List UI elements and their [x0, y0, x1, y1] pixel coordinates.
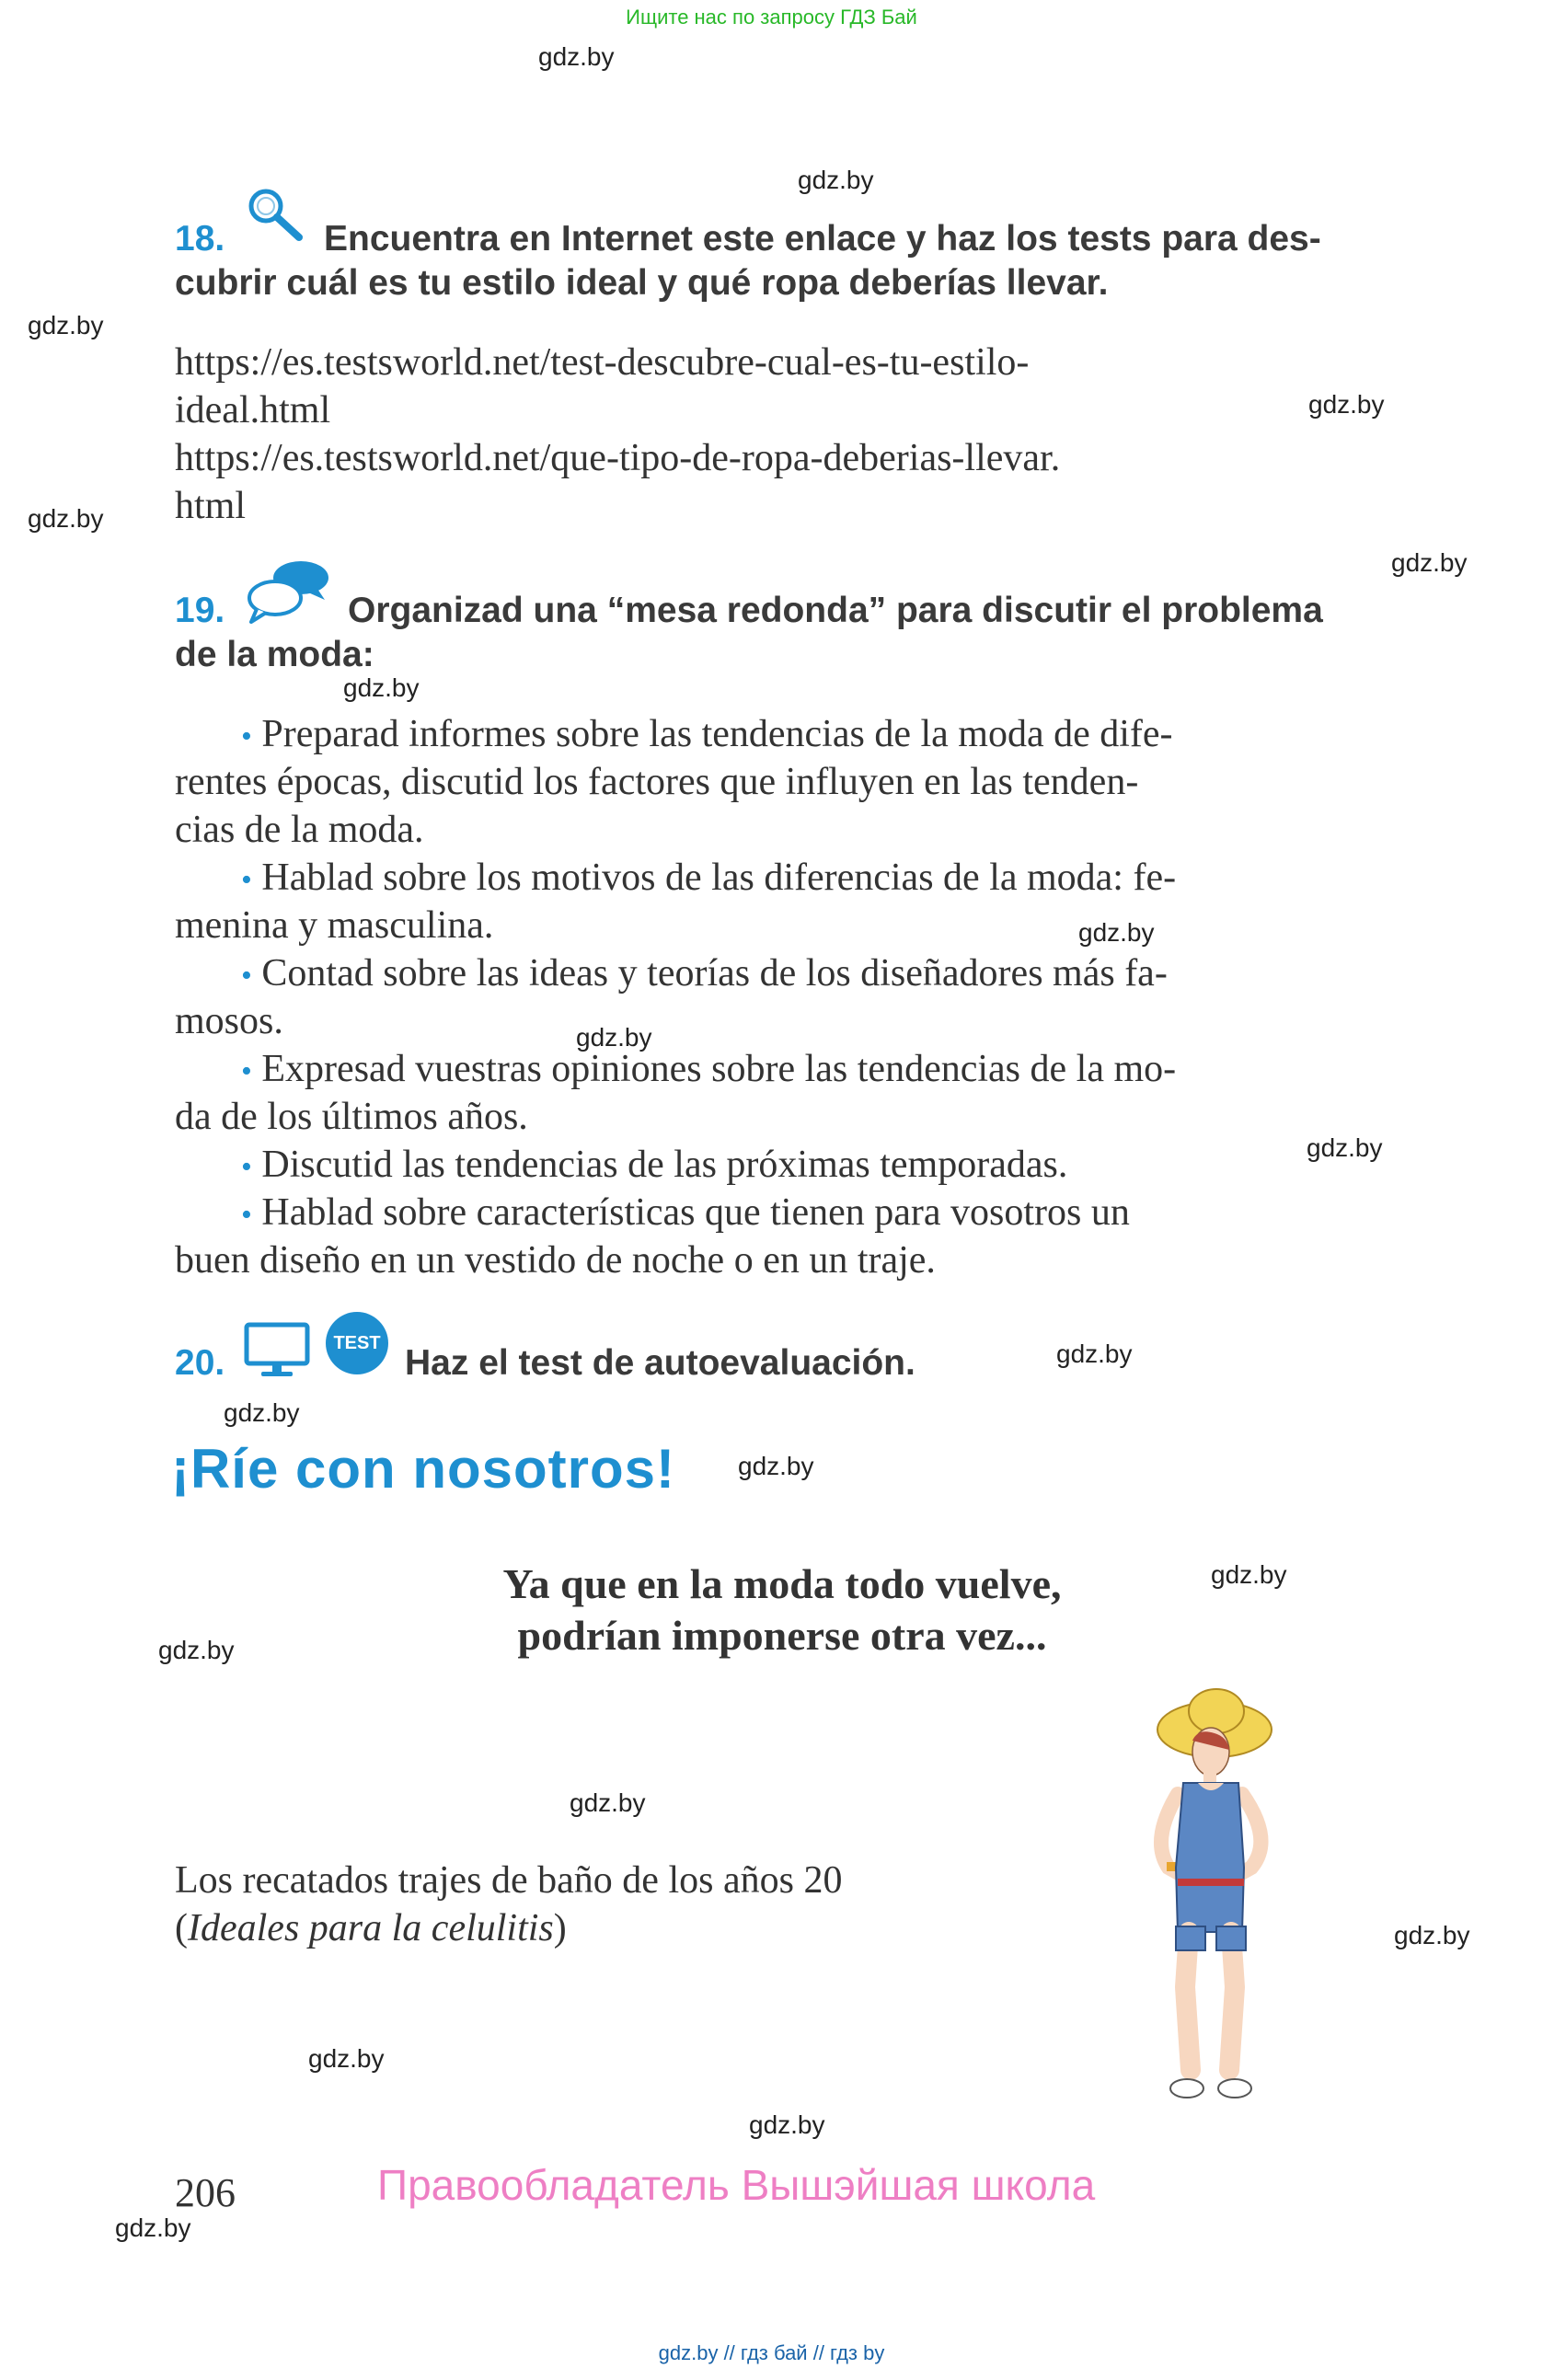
speech-bubbles-icon [244, 556, 332, 626]
link-url[interactable]: https://es.testsworld.net/test-descubre-cual-es-tu-estilo- [175, 341, 1030, 384]
task-number: 20. [175, 1343, 225, 1383]
bullet-item: • Preparad informes sobre las tendencias de la moda de dife- [241, 713, 1173, 755]
joke-line: Ya que en la moda todo vuelve, [502, 1560, 1062, 1607]
watermark: gdz.by [1056, 1339, 1133, 1368]
bullet-icon: • [241, 1054, 252, 1088]
copyright-notice: Правообладатель Вышэйшая школа [377, 2161, 1096, 2209]
bullet-item: • Expresad vuestras opiniones sobre las tendencias de la mo- [241, 1048, 1177, 1090]
watermark: gdz.by [28, 311, 104, 339]
bullet-line: da de los últimos años. [175, 1096, 528, 1138]
caption-italic: Ideales para la celulitis [188, 1907, 554, 1949]
task-text: de la moda: [175, 635, 374, 674]
bullet-line: cias de la moda. [175, 809, 424, 851]
link-url[interactable]: https://es.testsworld.net/que-tipo-de-ropa-deberias-llevar. [175, 437, 1061, 479]
task-text: Organizad una “mesa redonda” para discutir el problema [348, 591, 1323, 630]
monitor-icon [243, 1321, 313, 1380]
bullet-line: rentes épocas, discutid los factores que influyen en las tenden- [175, 761, 1139, 803]
watermark: gdz.by [1307, 1133, 1383, 1162]
bullet-icon: • [241, 1150, 252, 1184]
watermark: gdz.by [158, 1636, 235, 1664]
watermark: gdz.by [1078, 918, 1155, 947]
watermark: gdz.by [749, 2110, 825, 2139]
bullet-item: • Hablad sobre los motivos de las diferencias de la moda: fe- [241, 857, 1177, 899]
bullet-item: • Discutid las tendencias de las próximas temporadas. [241, 1144, 1068, 1186]
magnifier-icon [242, 184, 306, 245]
bullet-item: • Hablad sobre características que tienen para vosotros un [241, 1191, 1130, 1234]
watermark: gdz.by [224, 1398, 300, 1427]
link-url[interactable]: html [175, 485, 247, 527]
bullet-line: menina y masculina. [175, 904, 494, 947]
watermark: gdz.by [343, 673, 420, 702]
task-text: cubrir cuál es tu estilo ideal y qué ropa deberías llevar. [175, 263, 1109, 303]
bullet-icon: • [241, 719, 252, 753]
joke-line: podrían imponerse otra vez... [517, 1612, 1047, 1659]
watermark: gdz.by [538, 42, 615, 71]
watermark: gdz.by [1391, 548, 1468, 577]
bullet-line: buen diseño en un vestido de noche o en un traje. [175, 1239, 936, 1282]
watermark: gdz.by [798, 166, 874, 194]
caption-line: Los recatados trajes de baño de los años 20 [175, 1859, 843, 1902]
watermark: gdz.by [308, 2044, 385, 2073]
footer-links[interactable]: gdz.by // гдз бай // гдз by [658, 2341, 885, 2364]
task-text: Haz el test de autoevaluación. [405, 1343, 915, 1383]
bullet-icon: • [241, 863, 252, 897]
watermark: gdz.by [570, 1788, 646, 1817]
bullet-line: mosos. [175, 1000, 283, 1042]
watermark: gdz.by [738, 1452, 814, 1480]
top-banner[interactable]: Ищите нас по запросу ГДЗ Бай [626, 6, 917, 29]
watermark: gdz.by [115, 2213, 191, 2242]
caption-line: (Ideales para la celulitis) [175, 1907, 567, 1949]
bullet-icon: • [241, 959, 252, 993]
link-url[interactable]: ideal.html [175, 389, 331, 431]
page-number: 206 [175, 2170, 236, 2215]
task-number: 18. [175, 219, 225, 259]
task-number: 19. [175, 591, 225, 630]
watermark: gdz.by [28, 504, 104, 533]
bullet-item: • Contad sobre las ideas y teorías de los diseñadores más fa- [241, 952, 1168, 995]
swimsuit-woman-illustration [1113, 1684, 1307, 2134]
bullet-icon: • [241, 1198, 252, 1232]
test-badge[interactable]: TEST [326, 1312, 388, 1374]
watermark: gdz.by [1394, 1921, 1470, 1949]
task-text: Encuentra en Internet este enlace y haz los tests para des- [324, 219, 1321, 259]
section-title: ¡Ríe con nosotros! [171, 1438, 676, 1500]
watermark: gdz.by [1308, 390, 1385, 419]
watermark: gdz.by [1211, 1560, 1287, 1589]
watermark: gdz.by [576, 1023, 652, 1052]
